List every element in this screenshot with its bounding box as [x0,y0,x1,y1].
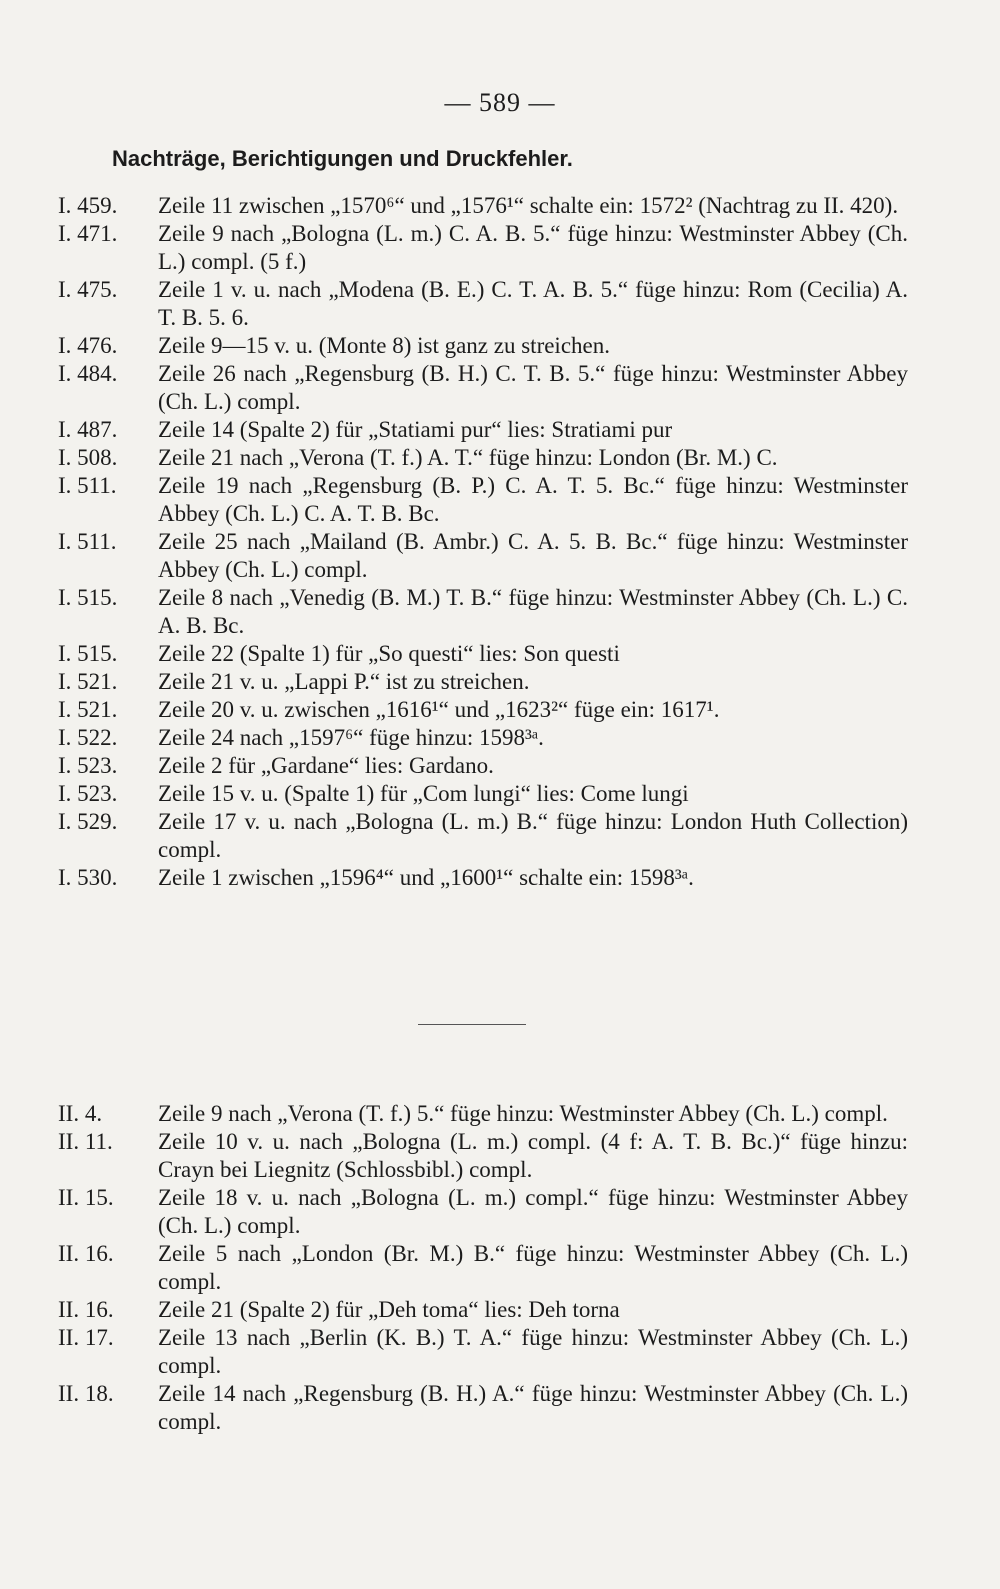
entry-correction: Zeile 20 v. u. zwischen „1616¹“ und „1623²“ füge ein: 1617¹. [158,697,720,722]
entry-correction: Zeile 11 zwischen „1570⁶“ und „1576¹“ schalte ein: 1572² (Nachtrag zu II. 420). [158,193,899,218]
entry-reference: I. 523. [58,781,118,806]
entry-correction: Zeile 10 v. u. nach „Bologna (L. m.) compl. (4 f: A. T. B. Bc.)“ füge hinzu: Crayn bei Liegnitz (Schlossbibl.) compl. [158,1129,908,1182]
entry-correction: Zeile 13 nach „Berlin (K. B.) T. A.“ füge hinzu: Westminster Abbey (Ch. L.) compl. [158,1325,908,1378]
entry-correction: Zeile 22 (Spalte 1) für „So questi“ lies: Son questi [158,641,620,666]
errata-entry [58,724,908,752]
errata-entry [58,668,908,696]
entry-reference: I. 459. [58,193,118,218]
page-number: — 589 — [444,88,556,117]
errata-entry [58,1324,908,1380]
entry-reference: II. 17. [58,1325,114,1350]
errata-entry [58,192,908,220]
entry-reference: II. 15. [58,1185,114,1210]
entry-correction: Zeile 1 zwischen „1596⁴“ und „1600¹“ schalte ein: 1598³ᵃ. [158,865,694,890]
entry-correction: Zeile 21 (Spalte 2) für „Deh toma“ lies: Deh torna [158,1297,620,1322]
entry-correction: Zeile 8 nach „Venedig (B. M.) T. B.“ füge hinzu: Westminster Abbey (Ch. L.) C. A. B. Bc. [158,585,908,638]
errata-entry [58,808,908,864]
entry-reference: II. 4. [58,1101,103,1126]
entry-correction: Zeile 15 v. u. (Spalte 1) für „Com lungi“ lies: Come lungi [158,781,689,806]
errata-entry [58,444,908,472]
errata-entry [58,696,908,724]
errata-entry [58,640,908,668]
entry-reference: II. 11. [58,1129,113,1154]
errata-entry [58,416,908,444]
entry-reference: I. 511. [58,529,117,554]
errata-section-volume-2 [58,1100,908,1436]
entry-reference: II. 18. [58,1381,114,1406]
entry-reference: I. 508. [58,445,118,470]
entry-correction: Zeile 26 nach „Regensburg (B. H.) C. T. B. 5.“ füge hinzu: Westminster Abbey (Ch. L.) compl. [158,361,908,414]
entry-correction: Zeile 9 nach „Verona (T. f.) 5.“ füge hinzu: Westminster Abbey (Ch. L.) compl. [158,1101,888,1126]
errata-entry [58,360,908,416]
section-divider [418,1024,526,1025]
entry-correction: Zeile 18 v. u. nach „Bologna (L. m.) compl.“ füge hinzu: Westminster Abbey (Ch. L.) compl. [158,1185,908,1238]
errata-section-volume-1 [58,192,908,892]
entry-correction: Zeile 2 für „Gardane“ lies: Gardano. [158,753,494,778]
errata-entry [58,1380,908,1436]
entry-correction: Zeile 1 v. u. nach „Modena (B. E.) C. T. A. B. 5.“ füge hinzu: Rom (Cecilia) A. T. B. 5. 6. [158,277,908,330]
entry-reference: I. 522. [58,725,118,750]
errata-entry [58,780,908,808]
entry-reference: I. 529. [58,809,118,834]
entry-reference: I. 530. [58,865,118,890]
errata-entry [58,864,908,892]
entry-reference: I. 476. [58,333,118,358]
entry-reference: I. 475. [58,277,118,302]
errata-entry [58,276,908,332]
entry-correction: Zeile 25 nach „Mailand (B. Ambr.) C. A. 5. B. Bc.“ füge hinzu: Westminster Abbey (Ch. L.) compl. [158,529,908,582]
errata-entry [58,1240,908,1296]
entry-reference: II. 16. [58,1241,114,1266]
errata-entry [58,332,908,360]
entry-reference: I. 484. [58,361,118,386]
entry-correction: Zeile 14 nach „Regensburg (B. H.) A.“ füge hinzu: Westminster Abbey (Ch. L.) compl. [158,1381,908,1434]
errata-entry [58,528,908,584]
entry-reference: I. 523. [58,753,118,778]
errata-entry [58,752,908,780]
entry-reference: I. 515. [58,641,118,666]
entry-reference: I. 471. [58,221,118,246]
errata-entry [58,1184,908,1240]
entry-reference: I. 511. [58,473,117,498]
entry-correction: Zeile 21 nach „Verona (T. f.) A. T.“ füge hinzu: London (Br. M.) C. [158,445,778,470]
entry-correction: Zeile 19 nach „Regensburg (B. P.) C. A. T. 5. Bc.“ füge hinzu: Westminster Abbey (Ch. L.) C. A. T. B. Bc. [158,473,908,526]
entry-reference: I. 515. [58,585,118,610]
entry-correction: Zeile 9—15 v. u. (Monte 8) ist ganz zu streichen. [158,333,610,358]
errata-entry [58,584,908,640]
errata-entry [58,1100,908,1128]
page-heading: Nachträge, Berichtigungen und Druckfehler. [112,146,573,171]
entry-correction: Zeile 14 (Spalte 2) für „Statiami pur“ lies: Stratiami pur [158,417,673,442]
errata-entry [58,1128,908,1184]
entry-reference: I. 521. [58,697,118,722]
entry-reference: I. 487. [58,417,118,442]
errata-entry [58,472,908,528]
entry-correction: Zeile 17 v. u. nach „Bologna (L. m.) B.“ füge hinzu: London Huth Collection) compl. [158,809,908,862]
entry-correction: Zeile 9 nach „Bologna (L. m.) C. A. B. 5.“ füge hinzu: Westminster Abbey (Ch. L.) compl. (5 f.) [158,221,908,274]
entry-correction: Zeile 21 v. u. „Lappi P.“ ist zu streichen. [158,669,530,694]
entry-correction: Zeile 5 nach „London (Br. M.) B.“ füge hinzu: Westminster Abbey (Ch. L.) compl. [158,1241,908,1294]
errata-entry [58,1296,908,1324]
entry-correction: Zeile 24 nach „1597⁶“ füge hinzu: 1598³ᵃ. [158,725,544,750]
entry-reference: II. 16. [58,1297,114,1322]
errata-entry [58,220,908,276]
entry-reference: I. 521. [58,669,118,694]
